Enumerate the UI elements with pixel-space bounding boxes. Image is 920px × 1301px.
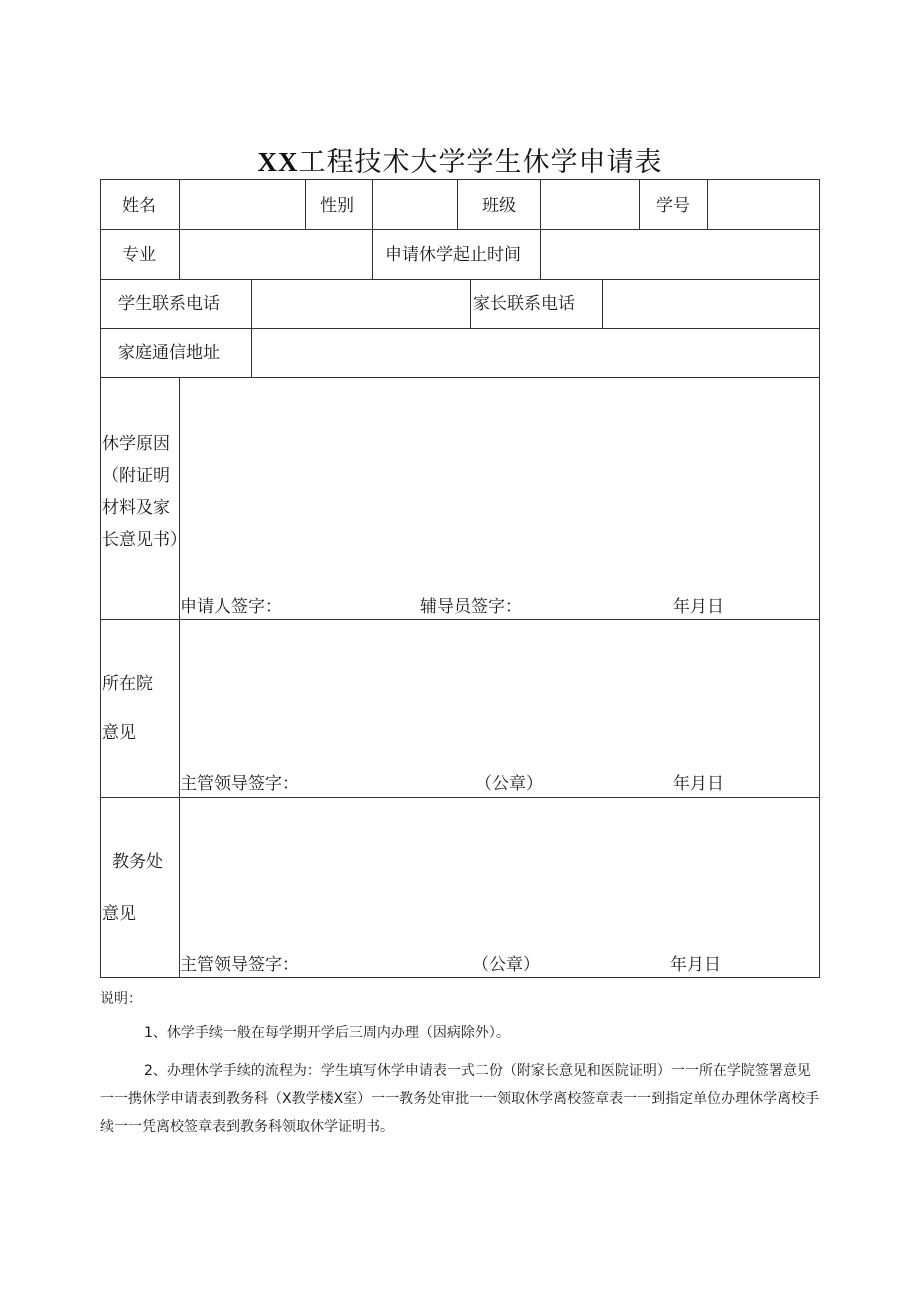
parent-phone-field[interactable] — [603, 280, 819, 328]
column-divider — [470, 279, 471, 328]
notes-label: 说明： — [100, 991, 142, 1007]
address-label: 家庭通信地址 — [118, 343, 220, 363]
column-divider — [639, 179, 640, 229]
leave-period-label: 申请休学起止时间 — [385, 245, 521, 265]
college-opinion-label-line1: 所在院 — [102, 674, 153, 694]
leave-period-field[interactable] — [541, 230, 819, 279]
college-leader-signature-label: 主管领导签字： — [180, 774, 299, 794]
form-title — [0, 140, 920, 179]
leave-reason-area[interactable] — [180, 378, 819, 593]
reason-date-label: 年月日 — [673, 597, 724, 617]
column-divider — [457, 179, 458, 229]
academic-office-opinion-area[interactable] — [180, 798, 819, 948]
student-phone-field[interactable] — [252, 280, 470, 328]
college-date-label: 年月日 — [673, 774, 724, 794]
college-opinion-area[interactable] — [180, 620, 819, 770]
note-item-2: 2、办理休学手续的流程为：学生填写休学申请表一式二份（附家长意见和医院证明）一一所在学院签署意见一一携休学申请表到教务科（X教学楼X室）一一教务处审批一一领取休学离校签章表一一到指定单位办理休学离校手续一一凭离校签章表到教务科领取休学证明书。 — [100, 1063, 820, 1135]
title-main: 工程技术大学学生休学申请表 — [298, 147, 663, 178]
office-date-label: 年月日 — [670, 955, 721, 975]
college-seal-label: （公章） — [475, 774, 543, 794]
academic-office-label-line2: 意见 — [102, 904, 136, 924]
gender-field[interactable] — [373, 180, 457, 229]
office-seal-label: （公章） — [472, 955, 540, 975]
class-label: 班级 — [482, 196, 516, 216]
student-id-label: 学号 — [656, 196, 690, 216]
major-label: 专业 — [122, 245, 156, 265]
major-field[interactable] — [180, 230, 372, 279]
note-item-1: 1、休学手续一般在每学期开学后三周内办理（因病除外）。 — [144, 1025, 510, 1041]
class-field[interactable] — [541, 180, 639, 229]
applicant-signature-label: 申请人签字： — [180, 597, 282, 617]
column-divider — [305, 179, 306, 229]
student-phone-label: 学生联系电话 — [118, 294, 220, 314]
counselor-signature-label: 辅导员签字： — [420, 597, 522, 617]
office-leader-signature-label: 主管领导签字： — [180, 955, 299, 975]
leave-reason-label: 休学原因（附证明材料及家长意见书） — [102, 434, 187, 550]
gender-label: 性别 — [320, 196, 354, 216]
name-label: 姓名 — [122, 196, 156, 216]
address-field[interactable] — [252, 329, 819, 377]
name-field[interactable] — [180, 180, 305, 229]
college-opinion-label-line2: 意见 — [102, 723, 136, 743]
parent-phone-label: 家长联系电话 — [473, 294, 575, 314]
title-prefix: XX — [257, 147, 299, 177]
academic-office-label-line1: 教务处 — [112, 852, 163, 872]
student-id-field[interactable] — [708, 180, 819, 229]
